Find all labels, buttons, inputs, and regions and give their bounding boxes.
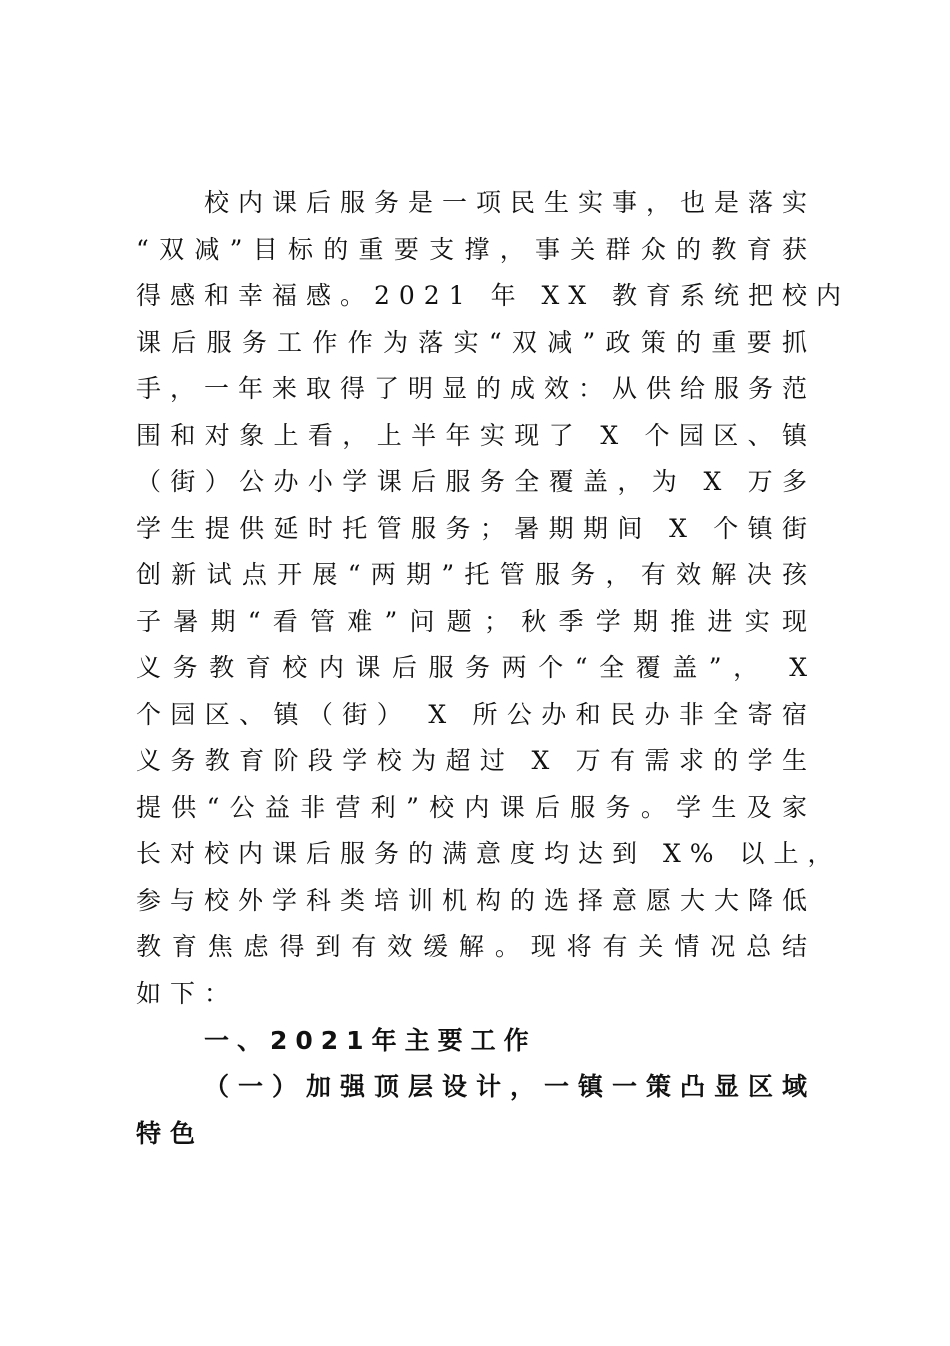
paragraph-line: （街）公办小学课后服务全覆盖，为 X 万多 bbox=[136, 467, 816, 496]
paragraph-line: 校内课后服务是一项民生实事，也是落实 bbox=[204, 188, 817, 217]
paragraph-line: 子暑期“看管难”问题；秋季学期推进实现 bbox=[136, 607, 816, 636]
paragraph-line: 围和对象上看，上半年实现了 X 个园区、镇 bbox=[136, 421, 816, 450]
subsection-heading-continued: 特色 bbox=[136, 1119, 205, 1148]
paragraph-line: 提供“公益非营利”校内课后服务。学生及家 bbox=[136, 793, 816, 822]
paragraph-line: 得感和幸福感。2021 年 XX 教育系统把校内 bbox=[136, 281, 851, 310]
paragraph-line: 长对校内课后服务的满意度均达到 X% 以上， bbox=[136, 839, 842, 868]
paragraph-line: 个园区、镇（街） X 所公办和民办非全寄宿 bbox=[136, 700, 816, 729]
paragraph-line: “双减”目标的重要支撑，事关群众的教育获 bbox=[136, 235, 816, 264]
paragraph-line: 教育焦虑得到有效缓解。现将有关情况总结 bbox=[136, 932, 816, 961]
section-heading: 一、2021年主要工作 bbox=[204, 1026, 537, 1055]
subsection-heading: （一）加强顶层设计，一镇一策凸显区域 bbox=[204, 1072, 817, 1101]
paragraph-line: 手，一年来取得了明显的成效：从供给服务范 bbox=[136, 374, 817, 403]
paragraph-line: 创新试点开展“两期”托管服务，有效解决孩 bbox=[136, 560, 816, 589]
paragraph-line: 义务教育校内课后服务两个“全覆盖”， X bbox=[136, 653, 816, 682]
paragraph-line: 参与校外学科类培训机构的选择意愿大大降低 bbox=[136, 886, 817, 915]
paragraph-line: 义务教育阶段学校为超过 X 万有需求的学生 bbox=[136, 746, 816, 775]
paragraph-line: 课后服务工作作为落实“双减”政策的重要抓 bbox=[136, 328, 816, 357]
paragraph-line: 学生提供延时托管服务；暑期期间 X 个镇街 bbox=[136, 514, 816, 543]
paragraph-line: 如下： bbox=[136, 979, 239, 1008]
